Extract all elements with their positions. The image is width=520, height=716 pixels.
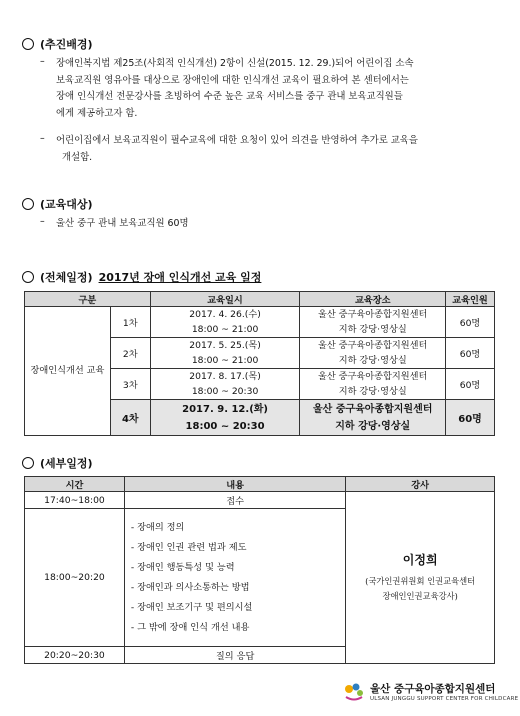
instructor-cell: 이정희 (국가인권위원회 인권교육센터 장애인인권교육강사) [346, 492, 495, 664]
header-datetime: 교육일시 [150, 292, 300, 307]
circle-bullet-icon [22, 198, 34, 210]
header-place: 교육장소 [300, 292, 446, 307]
header-category: 구분 [25, 292, 151, 307]
detail-schedule-table [24, 476, 495, 664]
table-row: 3차 2017. 8. 17.(목) 18:00 ~ 20:30 울산 중구육아종합지원센터 지하 강당·영상실 60명 [25, 369, 495, 400]
list-item: - 장애인과 의사소통하는 방법 [130, 581, 250, 593]
content-list [124, 509, 345, 647]
dash-bullet: – [40, 133, 45, 144]
circle-bullet-icon [22, 38, 34, 50]
table-row: 장애인식개선 교육 1차 2017. 4. 26.(수) 18:00 ~ 21:00 울산 중구육아종합지원센터 지하 강당·영상실 60명 [25, 307, 495, 338]
header-people: 교육인원 [446, 292, 495, 307]
list-item: - 장애인 행동특성 및 능력 [130, 561, 235, 573]
background-paragraph-1: 장애인복지법 제25조(사회적 인식개선) 2항이 신설(2015. 12. 29.)되어 어린이집 소속 보육교직원 영유아를 대상으로 장애인에 대한 인식개선 교육이 필요하여 본 센터에서는 장애 인식개선 전문강사를 초빙하여 수준 높은 교육 서비스를 중구 관내 보육교직원들 에게 제공하고자 함. [56, 58, 414, 119]
header-time: 시간 [25, 477, 125, 492]
background-paragraph-2: 어린이집에서 보육교직원이 필수교육에 대한 요청이 있어 의견을 반영하여 추가로 교육을 개설함. [56, 135, 418, 163]
footer-center-subtitle: ULSAN JUNGGU SUPPORT CENTER FOR CHILDCARE [370, 696, 519, 702]
section-title-target: (교육대상) [22, 196, 93, 212]
list-item: - 장애인 인권 관련 법과 제도 [130, 541, 247, 553]
table-row: 2차 2017. 5. 25.(목) 18:00 ~ 21:00 울산 중구육아종합지원센터 지하 강당·영상실 60명 [25, 338, 495, 369]
circle-bullet-icon [22, 457, 34, 469]
section-title-schedule: (전체일정) 2017년 장애 인식개선 교육 일정 [22, 269, 261, 285]
category-cell: 장애인식개선 교육 [25, 307, 111, 436]
table-row-highlighted: 4차 2017. 9. 12.(화) 18:00 ~ 20:30 울산 중구육아종합지원센터 지하 강당·영상실 60명 [25, 400, 495, 436]
table-row: 20:20~20:30 질의 응답 [25, 647, 495, 664]
dash-bullet: – [40, 216, 45, 227]
section-title-background: (추진배경) [22, 36, 93, 52]
table-row: 17:40~18:00 접수 이정희 (국가인권위원회 인권교육센터 장애인인권교육강사) [25, 492, 495, 509]
table-row: 18:00~20:20 - 장애의 정의 - 장애인 인권 관련 법과 제도 - 장애인 행동특성 및 능력 - 장애인과 의사소통하는 방법 - 장애인 보조기구 및 편의시설 - 그 밖에 장애 인식 개선 내용 [25, 509, 495, 647]
overall-schedule-table [24, 291, 495, 436]
section-title-detail: (세부일정) [22, 455, 93, 471]
circle-bullet-icon [22, 271, 34, 283]
footer-center-name: 울산 중구육아종합지원센터 [370, 683, 496, 695]
target-text: 울산 중구 관내 보육교직원 60명 [56, 218, 189, 229]
list-item: - 장애의 정의 [130, 521, 185, 533]
header-instructor: 강사 [346, 477, 495, 492]
list-item: - 장애인 보조기구 및 편의시설 [130, 601, 253, 613]
header-content: 내용 [124, 477, 345, 492]
list-item: - 그 밖에 장애 인식 개선 내용 [130, 621, 250, 633]
center-logo-icon [343, 680, 365, 702]
dash-bullet: – [40, 56, 45, 67]
instructor-name: 이정희 [402, 553, 438, 567]
